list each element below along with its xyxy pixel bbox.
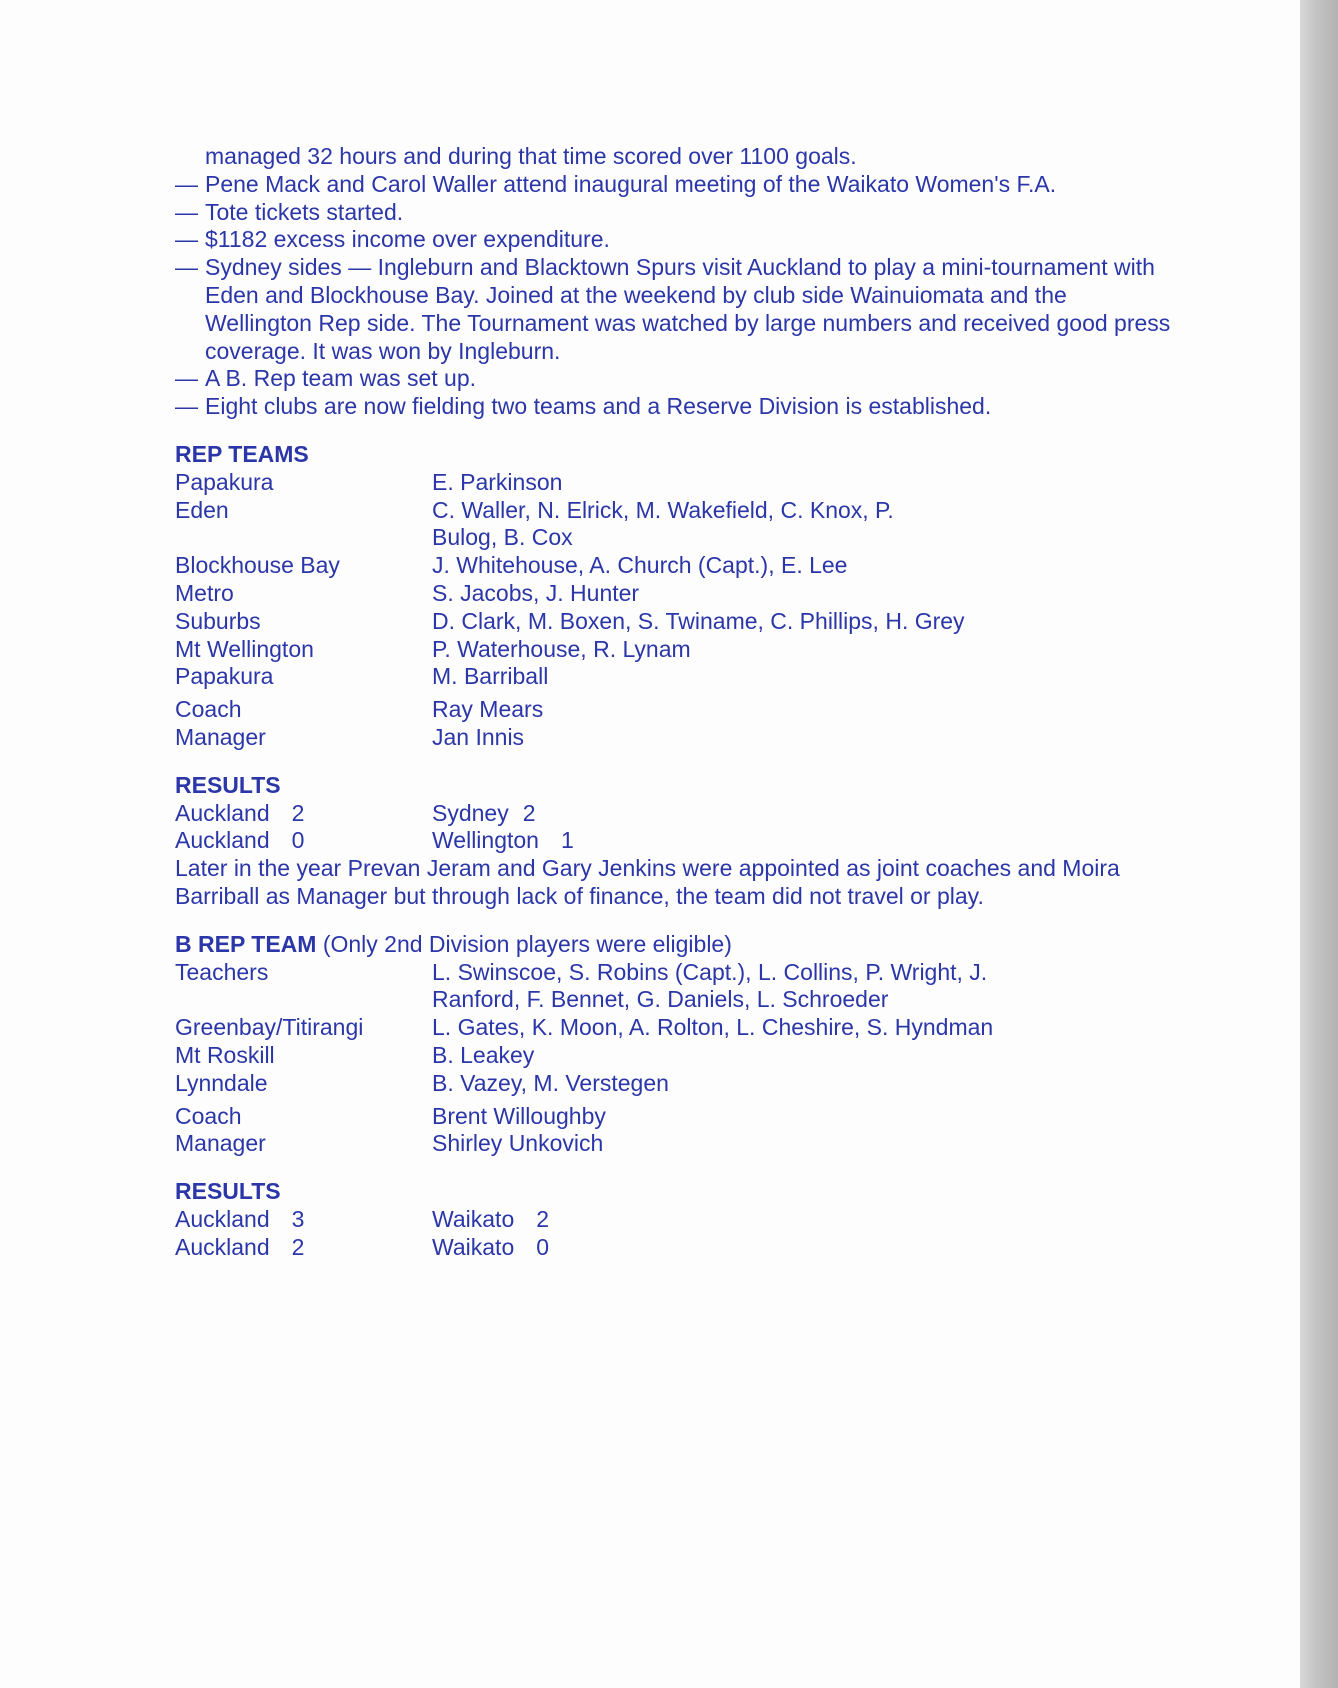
club-name: Papakura xyxy=(175,468,274,495)
team-row xyxy=(175,1070,1175,1098)
staff-role: Coach xyxy=(175,696,242,723)
team-row xyxy=(175,663,1175,691)
results-heading: RESULTS xyxy=(175,1178,281,1205)
page-edge-shadow xyxy=(1300,0,1338,1688)
player-names: J. Whitehouse, A. Church (Capt.), E. Lee xyxy=(432,552,848,579)
club-name: Greenbay/Titirangi xyxy=(175,1014,364,1041)
player-names: M. Barriball xyxy=(432,663,549,690)
rep-teams-section xyxy=(175,441,1175,752)
away-team: Waikato xyxy=(432,1233,515,1260)
player-names: B. Vazey, M. Verstegen xyxy=(432,1069,669,1096)
player-names: C. Waller, N. Elrick, M. Wakefield, C. Knox, P. Bulog, B. Cox xyxy=(432,496,894,551)
staff-role: Coach xyxy=(175,1102,242,1129)
result-row xyxy=(175,800,1175,828)
club-name: Metro xyxy=(175,579,234,606)
continuation-line: managed 32 hours and during that time scored over 1100 goals. xyxy=(205,143,857,169)
club-name: Blockhouse Bay xyxy=(175,552,340,579)
home-score: 2 xyxy=(291,799,305,826)
away-team: Sydney xyxy=(432,799,509,826)
b-rep-team-heading-note: (Only 2nd Division players were eligible) xyxy=(316,930,732,957)
home-team: Auckland xyxy=(175,799,270,826)
club-name: Lynndale xyxy=(175,1069,268,1096)
club-name: Teachers xyxy=(175,958,269,985)
away-score: 1 xyxy=(560,827,574,854)
dash-marker: — xyxy=(175,393,198,420)
team-row xyxy=(175,469,1175,497)
rep-results-section xyxy=(175,772,1175,911)
team-row xyxy=(175,497,1175,553)
bullet-item: — Sydney sides — Ingleburn and Blacktown Spurs visit Auckland to play a mini-tournament with Eden and Blockhouse Bay. Joined at the weekend by club side Wainuiomata and the Wellington Rep side. The Tournament was watched by large numbers and received good press coverage. It was won by Ingleburn. xyxy=(175,254,1171,364)
staff-name: Ray Mears xyxy=(432,696,544,723)
away-team: Waikato xyxy=(432,1205,515,1232)
home-score: 3 xyxy=(291,1205,305,1232)
staff-role: Manager xyxy=(175,1130,266,1157)
player-names: P. Waterhouse, R. Lynam xyxy=(432,635,691,662)
team-row xyxy=(175,959,1175,1015)
staff-row xyxy=(175,1130,1175,1158)
dash-marker: — xyxy=(175,254,198,281)
staff-row xyxy=(175,696,1175,724)
away-score: 0 xyxy=(536,1233,550,1260)
player-names: L. Swinscoe, S. Robins (Capt.), L. Collins, P. Wright, J. Ranford, F. Bennet, G. Daniels, L. Schroeder xyxy=(432,958,988,1013)
away-team: Wellington xyxy=(432,827,539,854)
dash-marker: — xyxy=(175,198,198,225)
b-rep-team-heading: B REP TEAM xyxy=(175,930,317,957)
team-row xyxy=(175,1042,1175,1070)
player-names: E. Parkinson xyxy=(432,468,563,495)
home-team: Auckland xyxy=(175,1233,270,1260)
results-note: Later in the year Prevan Jeram and Gary Jenkins were appointed as joint coaches and Moira Barriball as Manager but through lack of finance, the team did not travel or play. xyxy=(175,855,1120,909)
player-names: S. Jacobs, J. Hunter xyxy=(432,579,640,606)
dash-marker: — xyxy=(175,226,198,253)
dash-marker: — xyxy=(175,365,198,392)
player-names: B. Leakey xyxy=(432,1041,535,1068)
staff-row xyxy=(175,1103,1175,1131)
player-names: D. Clark, M. Boxen, S. Twiname, C. Phillips, H. Grey xyxy=(432,607,965,634)
home-team: Auckland xyxy=(175,1205,270,1232)
club-name: Suburbs xyxy=(175,607,261,634)
team-row xyxy=(175,636,1175,664)
home-score: 0 xyxy=(291,827,305,854)
away-score: 2 xyxy=(536,1205,550,1232)
bullet-item: — Pene Mack and Carol Waller attend inaugural meeting of the Waikato Women's F.A. xyxy=(175,170,1057,197)
team-row xyxy=(175,608,1175,636)
staff-name: Brent Willoughby xyxy=(432,1102,606,1129)
result-row xyxy=(175,1206,1175,1234)
staff-name: Shirley Unkovich xyxy=(432,1130,604,1157)
result-row xyxy=(175,1234,1175,1262)
home-team: Auckland xyxy=(175,827,270,854)
team-row xyxy=(175,1014,1175,1042)
b-rep-team-section xyxy=(175,931,1175,1158)
away-score: 2 xyxy=(522,799,536,826)
club-name: Eden xyxy=(175,496,229,523)
club-name: Mt Wellington xyxy=(175,635,314,662)
page-content xyxy=(175,143,1175,1261)
club-name: Papakura xyxy=(175,663,274,690)
staff-name: Jan Innis xyxy=(432,723,525,750)
b-rep-results-section xyxy=(175,1178,1175,1261)
bullet-item: — A B. Rep team was set up. xyxy=(175,365,477,392)
home-score: 2 xyxy=(291,1233,305,1260)
bullet-item: — $1182 excess income over expenditure. xyxy=(175,226,610,253)
dash-marker: — xyxy=(175,170,198,197)
rep-teams-heading: REP TEAMS xyxy=(175,440,309,467)
staff-role: Manager xyxy=(175,723,266,750)
player-names: L. Gates, K. Moon, A. Rolton, L. Cheshire, S. Hyndman xyxy=(432,1014,994,1041)
team-row xyxy=(175,552,1175,580)
results-heading: RESULTS xyxy=(175,771,281,798)
result-row xyxy=(175,827,1175,855)
bullet-item: — Tote tickets started. xyxy=(175,198,404,225)
bullet-list xyxy=(175,171,1175,421)
club-name: Mt Roskill xyxy=(175,1041,275,1068)
staff-row xyxy=(175,724,1175,752)
team-row xyxy=(175,580,1175,608)
bullet-item: — Eight clubs are now fielding two teams and a Reserve Division is established. xyxy=(175,393,992,420)
